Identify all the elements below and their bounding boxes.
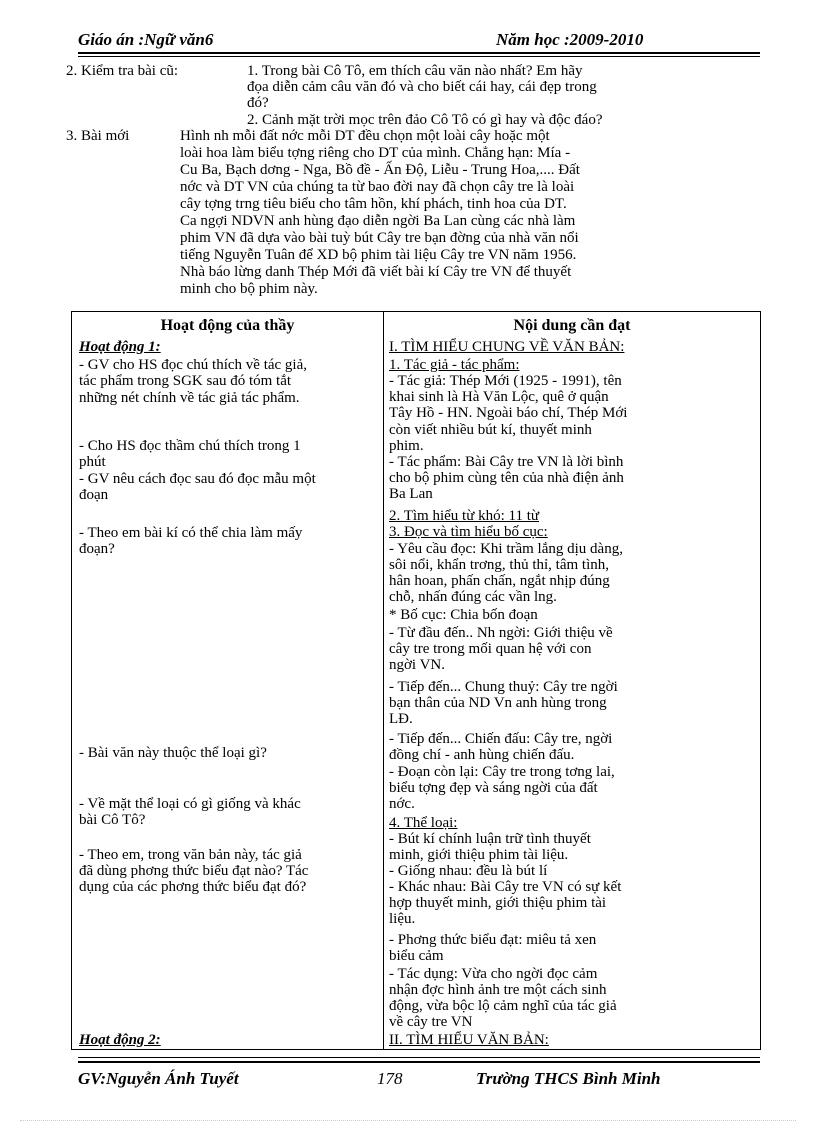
page-header bbox=[78, 30, 760, 52]
left-line: bài Cô Tô? bbox=[79, 812, 146, 828]
right-line: Ba Lan bbox=[389, 486, 433, 502]
activity-2-heading: Hoạt động 2: bbox=[79, 1032, 161, 1048]
item3-line: phim VN đã dựa vào bài tuỳ bút Cây tre bạn đờng của nhà văn nổi bbox=[180, 230, 579, 246]
item3-line: cây tợng trng tiêu biểu cho tâm hồn, khí phách, tinh hoa của DT. bbox=[180, 196, 567, 212]
item3-line: Hình nh mỗi đất nớc mỗi DT đều chọn một loài cây hoặc một bbox=[180, 128, 550, 144]
right-line: biểu cảm bbox=[389, 948, 444, 964]
footer-school: Trường THCS Bình Minh bbox=[476, 1069, 661, 1088]
item3-line: nớc và DT VN của chúng ta từ bao đời nay đã chọn cây tre là loài bbox=[180, 179, 575, 195]
right-line: chỗ, nhấn đúng các vần lng. bbox=[389, 589, 557, 605]
right-line: Tây Hồ - HN. Ngoài báo chí, Thép Mới bbox=[389, 405, 628, 421]
footer-rule bbox=[78, 1061, 760, 1063]
right-line: - Khác nhau: Bài Cây tre VN có sự kết bbox=[389, 879, 622, 895]
item3-line: Ca ngợi NDVN anh hùng đạo diễn ngời Ba Lan cùng các nhà làm bbox=[180, 213, 576, 229]
item3-line: tiếng Nguyễn Tuân để XD bộ phim tài liệu Cây tre VN năm 1956. bbox=[180, 247, 577, 263]
right-line: ngời VN. bbox=[389, 657, 445, 673]
right-line: động, vừa bộc lộ cảm nghĩ của tác giả bbox=[389, 998, 617, 1014]
right-line: - Tác phẩm: Bài Cây tre VN là lời bình bbox=[389, 454, 624, 470]
right-line: cây tre trong mối quan hệ với con bbox=[389, 641, 592, 657]
right-line: - Phơng thức biểu đạt: miêu tả xen bbox=[389, 932, 597, 948]
right-line: - Bút kí chính luận trữ tình thuyết bbox=[389, 831, 591, 847]
right-line: đồng chí - anh hùng chiến đấu. bbox=[389, 747, 575, 763]
left-line: - Bài văn này thuộc thể loại gì? bbox=[79, 745, 267, 761]
right-line: - Từ đầu đến.. Nh ngời: Giới thiệu về bbox=[389, 625, 613, 641]
item2-line: đọa diễn cảm câu văn đó và cho biết cái hay, cái đẹp trong bbox=[247, 79, 597, 95]
right-line: biểu tợng đẹp và sáng ngời của đất bbox=[389, 780, 598, 796]
header-rule bbox=[78, 52, 760, 54]
right-line: - Đoạn còn lại: Cây tre trong tơng lai, bbox=[389, 764, 615, 780]
right-line: khai sinh là Hà Văn Lộc, quê ở quận bbox=[389, 389, 609, 405]
sub-3-heading: 3. Đọc và tìm hiểu bố cục: bbox=[389, 524, 548, 540]
item3-line: Nhà báo lừng danh Thép Mới đã viết bài kí Cây tre VN để thuyết bbox=[180, 264, 572, 280]
page-number: 178 bbox=[377, 1069, 403, 1088]
item2-line: 1. Trong bài Cô Tô, em thích câu văn nào nhất? Em hãy bbox=[247, 63, 583, 79]
right-line: cho bộ phim cùng tên của nhà điện ảnh bbox=[389, 470, 624, 486]
sub-1-heading: 1. Tác giả - tác phẩm: bbox=[389, 357, 520, 373]
item2-line: 2. Cảnh mặt trời mọc trên đảo Cô Tô có gì hay và độc đáo? bbox=[247, 112, 603, 128]
item3-line: Cu Ba, Bạch dơng - Nga, Bồ đề - Ấn Độ, Liễu - Trung Hoa,.... Đất bbox=[180, 162, 580, 178]
footer-teacher: GV:Nguyễn Ánh Tuyết bbox=[78, 1069, 239, 1088]
right-line: còn viết nhiều bút kí, thuyết minh bbox=[389, 422, 592, 438]
right-line: sôi nổi, khẩn trơng, thủ thỉ, tâm tình, bbox=[389, 557, 610, 573]
left-line: tác phẩm trong SGK sau đó tóm tắt bbox=[79, 373, 292, 389]
left-line: đoạn? bbox=[79, 541, 115, 557]
right-line: nớc. bbox=[389, 796, 415, 812]
item3-line: loài hoa làm biểu tợng riêng cho DT của mình. Chẳng hạn: Mía - bbox=[180, 145, 571, 161]
header-subject: Giáo án :Ngữ văn6 bbox=[78, 30, 214, 49]
right-line: - Tiếp đến... Chung thuỷ: Cây tre ngời bbox=[389, 679, 618, 695]
header-school-year: Năm học :2009-2010 bbox=[496, 30, 644, 49]
left-line: đã dùng phơng thức biểu đạt nào? Tác bbox=[79, 863, 309, 879]
right-line: - Giống nhau: đều là bút lí bbox=[389, 863, 548, 879]
right-line: minh, giới thiệu phim tài liệu. bbox=[389, 847, 569, 863]
col1-header: Hoạt động của thầy bbox=[160, 317, 295, 334]
right-line: - Tác giả: Thép Mới (1925 - 1991), tên bbox=[389, 373, 622, 389]
header-rule-thin bbox=[78, 56, 760, 57]
right-line: - Tiếp đến... Chiến đấu: Cây tre, ngời bbox=[389, 731, 613, 747]
right-line: nhận đợc hình ảnh tre một cách sinh bbox=[389, 982, 607, 998]
left-line: - Theo em bài kí có thể chia làm mấy bbox=[79, 525, 303, 541]
left-line: - Theo em, trong văn bản này, tác giả bbox=[79, 847, 302, 863]
right-line: phim. bbox=[389, 438, 424, 454]
sub-2-heading: 2. Tìm hiểu từ khó: 11 từ bbox=[389, 508, 540, 524]
left-line: - GV cho HS đọc chú thích về tác giả, bbox=[79, 357, 307, 373]
left-line: - Cho HS đọc thầm chú thích trong 1 bbox=[79, 438, 301, 454]
sub-4-heading: 4. Thể loại: bbox=[389, 815, 458, 831]
right-line: hân hoan, phấn chấn, ngắt nhịp đúng bbox=[389, 573, 610, 589]
right-line: liệu. bbox=[389, 911, 416, 927]
activity-1-heading: Hoạt động 1: bbox=[79, 339, 161, 355]
left-line: - Về mặt thể loại có gì giống và khác bbox=[79, 796, 301, 812]
page-edge-divider bbox=[20, 1120, 796, 1121]
right-line: * Bố cục: Chia bốn đoạn bbox=[389, 607, 538, 623]
right-line: hợp thuyết minh, giới thiệu phim tài bbox=[389, 895, 607, 911]
left-line: đoạn bbox=[79, 487, 109, 503]
page-footer bbox=[78, 1069, 760, 1091]
col2-header: Nội dung cần đạt bbox=[513, 317, 631, 334]
right-line: - Yêu cầu đọc: Khi trầm lắng dịu dàng, bbox=[389, 541, 623, 557]
section-1-heading: I. TÌM HIỂU CHUNG VỀ VĂN BẢN: bbox=[389, 339, 625, 355]
item3-label: 3. Bài mới bbox=[66, 128, 130, 144]
footer-rule-thin bbox=[78, 1057, 760, 1058]
left-line: dụng của các phơng thức biểu đạt đó? bbox=[79, 879, 307, 895]
column-divider bbox=[383, 312, 384, 1049]
right-line: về cây tre VN bbox=[389, 1014, 473, 1030]
item2-label: 2. Kiểm tra bài cũ: bbox=[66, 63, 179, 79]
right-line: bạn thân của ND Vn anh hùng trong bbox=[389, 695, 607, 711]
right-line: - Tác dụng: Vừa cho ngời đọc cảm bbox=[389, 966, 598, 982]
item2-line: đó? bbox=[247, 95, 269, 111]
section-2-heading: II. TÌM HIỂU VĂN BẢN: bbox=[389, 1032, 549, 1048]
item3-line: minh cho bộ phim này. bbox=[180, 281, 318, 297]
left-line: phút bbox=[79, 454, 106, 470]
right-line: LĐ. bbox=[389, 711, 413, 727]
left-line: những nét chính về tác giả tác phẩm. bbox=[79, 390, 300, 406]
left-line: - GV nêu cách đọc sau đó đọc mẫu một bbox=[79, 471, 316, 487]
lesson-table bbox=[71, 311, 761, 1050]
